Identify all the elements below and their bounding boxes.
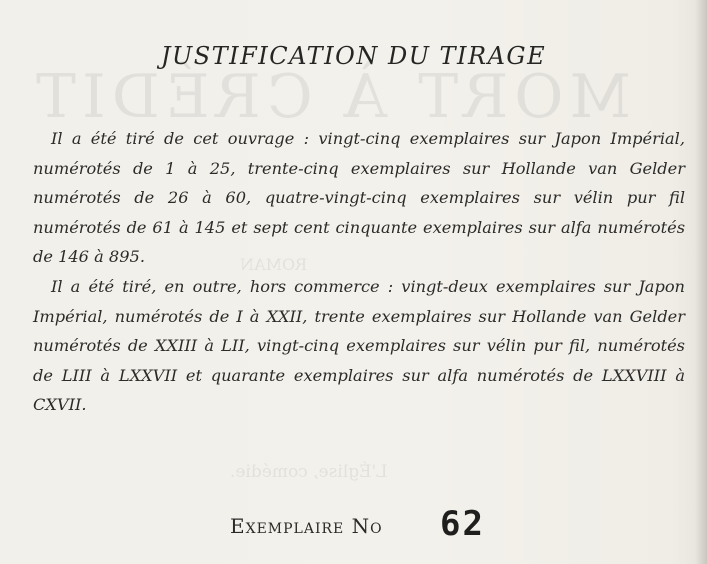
page-edge-shadow: [695, 0, 707, 564]
paragraph-trade-edition: Il a été tiré de cet ouvrage : vingt-cinq exemplaires sur Japon Impérial, numérotés de 1 à 25, trente-cinq exemplaires sur Hollande van Gelder numérotés de 26 à 60, quatre-vingt-cinq exemplaires sur vélin pur fil numérotés de 61 à 145 et sept cent cinquante exemplaires sur alfa numérotés de 146 à 895.: [33, 129, 685, 267]
show-through-subtitle: ROMAN: [240, 255, 308, 274]
print-run-statement: [33, 124, 685, 420]
show-through-text: L'Église, comédie.: [230, 462, 388, 482]
copy-number-label: Exemplaire No: [230, 514, 383, 538]
page-title: JUSTIFICATION DU TIRAGE: [160, 42, 547, 70]
paragraph-hors-commerce: Il a été tiré, en outre, hors commerce : vingt-deux exemplaires sur Japon Impérial, numérotés de I à XXII, trente exemplaires sur Hollande van Gelder numérotés de XXIII à LII, vingt-cinq exemplaires sur vélin pur fil, numérotés de LIII à LXXVII et quarante exemplaires sur alfa numérotés de LXXVIII à CXVII.: [33, 276, 685, 415]
copy-number-stamp: 62: [440, 504, 485, 544]
show-through-title: MORT À CRÉDIT: [30, 62, 631, 132]
copy-number-line: [230, 504, 530, 544]
